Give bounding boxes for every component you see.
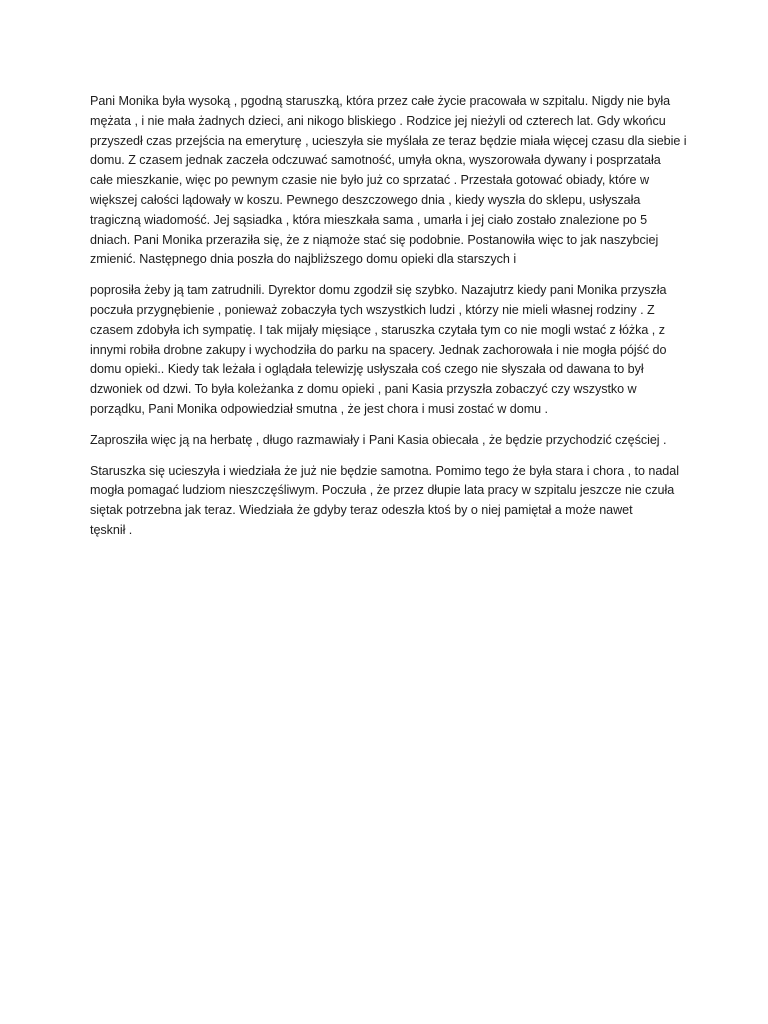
paragraph-4 bbox=[90, 462, 690, 541]
text-line: Staruszka się ucieszyła i wiedziała że już nie będzie samotna. Pomimo tego że była stara i chora , to nadal bbox=[90, 463, 679, 478]
text-line: zmienić. Następnego dnia poszła do najbliższego domu opieki dla starszych i bbox=[90, 252, 517, 267]
document-body bbox=[90, 92, 690, 552]
paragraph-3 bbox=[90, 431, 690, 451]
text-line: większej całości lądowały w koszu. Pewnego deszczowego dnia , kiedy wyszła do sklepu, usłyszała bbox=[90, 192, 641, 207]
text-line: czasem zdobyła ich sympatię. I tak mijały mięsiące , staruszka czytała tym co nie mogli wstać z łóżka , z bbox=[90, 322, 665, 337]
text-line: tęsknił . bbox=[90, 522, 133, 537]
text-line: siętak potrzebna jak teraz. Wiedziała że gdyby teraz odeszła ktoś by o niej pamiętał a może nawet bbox=[90, 503, 633, 518]
text-line: dniach. Pani Monika przeraziła się, że z niąmoże stać się podobnie. Postanowiła więc to jak naszybciej bbox=[90, 232, 659, 247]
text-line: poprosiła żeby ją tam zatrudnili. Dyrektor domu zgodził się szybko. Nazajutrz kiedy pani Monika przyszła bbox=[90, 283, 667, 298]
text-line: całe mieszkanie, więc po pewnym czasie nie było już co sprzatać . Przestała gotować obiady, które w bbox=[90, 173, 649, 188]
text-line: innymi robiła drobne zakupy i wychodziła do parku na spacery. Jednak zachorowała i nie mogła pójść do bbox=[90, 342, 667, 357]
text-line: domu. Z czasem jednak zaczeła odczuwać samotność, umyła okna, wyszorowała dywany i posprzatała bbox=[90, 153, 661, 168]
text-line: przyszedł czas przejścia na emeryturę , ucieszyła sie myślała ze teraz będzie miała więcej czasu dla siebie i bbox=[90, 133, 687, 148]
text-line: domu opieki.. Kiedy tak leżała i oglądała telewizję usłyszała coś czego nie słyszała od dawana to był bbox=[90, 362, 644, 377]
text-line: mężata , i nie mała żadnych dzieci, ani nikogo bliskiego . Rodzice jej nieżyli od czterech lat. Gdy wkońcu bbox=[90, 113, 666, 128]
paragraph-2 bbox=[90, 281, 690, 420]
text-line: Zaprosziła więc ją na herbatę , długo razmawiały i Pani Kasia obiecała , że będzie przychodzić częściej . bbox=[90, 432, 667, 447]
text-line: porządku, Pani Monika odpowiedział smutna , że jest chora i musi zostać w domu . bbox=[90, 401, 548, 416]
paragraph-1 bbox=[90, 92, 690, 270]
text-line: tragiczną wiadomość. Jej sąsiadka , która mieszkała sama , umarła i jej ciało zostało znalezione po 5 bbox=[90, 212, 648, 227]
text-line: Pani Monika była wysoką , pgodną staruszką, która przez całe życie pracowała w szpitalu. Nigdy nie była bbox=[90, 94, 671, 108]
text-line: dzwoniek od dzwi. To była koleżanka z domu opieki , pani Kasia przyszła zobaczyć czy wszystko w bbox=[90, 382, 637, 397]
text-line: poczuła przygnębienie , ponieważ zobaczyła tych wszystkich ludzi , którzy nie mieli własnej rodziny . Z bbox=[90, 302, 655, 317]
text-line: mogła pomagać ludziom nieszczęśliwym. Poczuła , że przez dłupie lata pracy w szpitalu jeszcze nie czuła bbox=[90, 483, 675, 498]
